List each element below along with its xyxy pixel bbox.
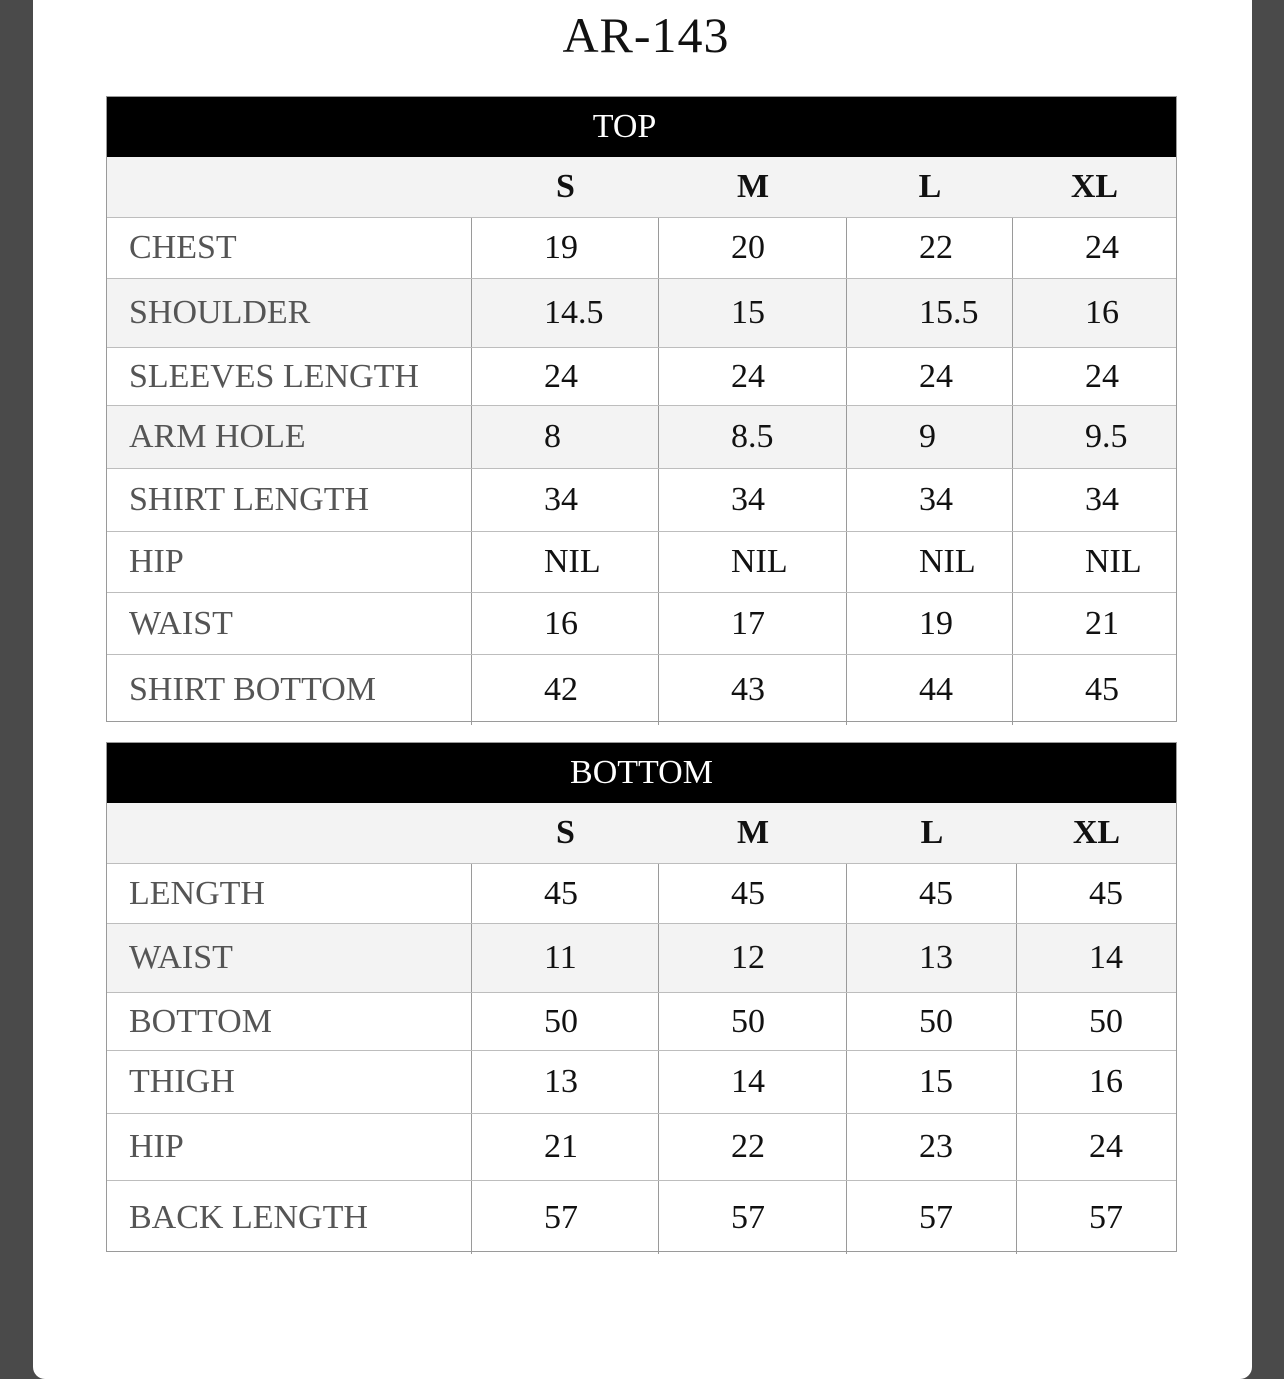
value-s: 11 bbox=[472, 924, 659, 992]
table-row bbox=[107, 217, 1176, 278]
value-m: 45 bbox=[659, 864, 847, 923]
value-l: 15.5 bbox=[847, 279, 1013, 347]
value-m: 24 bbox=[659, 348, 847, 405]
value-m: 8.5 bbox=[659, 406, 847, 468]
row-label: THIGH bbox=[107, 1051, 472, 1113]
size-header-m: M bbox=[736, 168, 770, 205]
top-table-heading: TOP bbox=[107, 97, 1176, 157]
value-l: 13 bbox=[847, 924, 1017, 992]
value-s: 19 bbox=[472, 218, 659, 278]
size-header-xl: XL bbox=[1070, 168, 1119, 205]
value-m: NIL bbox=[659, 532, 847, 592]
value-s: 50 bbox=[472, 993, 659, 1050]
top-size-table bbox=[106, 96, 1177, 722]
value-l: 19 bbox=[847, 593, 1013, 654]
value-s: 8 bbox=[472, 406, 659, 468]
value-s: 16 bbox=[472, 593, 659, 654]
value-xl: 45 bbox=[1085, 671, 1119, 708]
value-xl: 9.5 bbox=[1085, 418, 1128, 455]
value-s: 42 bbox=[472, 655, 659, 725]
row-label: ARM HOLE bbox=[107, 406, 472, 468]
value-m: 15 bbox=[659, 279, 847, 347]
value-m: 14 bbox=[659, 1051, 847, 1113]
header-blank-cell bbox=[107, 803, 472, 863]
table-row bbox=[107, 863, 1176, 923]
value-l: 22 bbox=[847, 218, 1013, 278]
value-m: 20 bbox=[659, 218, 847, 278]
value-l: 50 bbox=[847, 993, 1017, 1050]
row-label: WAIST bbox=[107, 593, 472, 654]
value-l: 15 bbox=[847, 1051, 1017, 1113]
bottom-table-heading: BOTTOM bbox=[107, 743, 1176, 803]
value-xl: 24 bbox=[1085, 229, 1119, 266]
value-xl: 24 bbox=[1085, 357, 1119, 395]
value-s: 45 bbox=[472, 864, 659, 923]
size-header-s: S bbox=[556, 814, 575, 851]
value-xl: 14 bbox=[1089, 939, 1123, 976]
value-m: 57 bbox=[659, 1181, 847, 1254]
table-row bbox=[107, 592, 1176, 654]
table-row bbox=[107, 992, 1176, 1050]
value-m: 43 bbox=[659, 655, 847, 725]
row-label: BOTTOM bbox=[107, 993, 472, 1050]
table-row bbox=[107, 1113, 1176, 1180]
value-m: 50 bbox=[659, 993, 847, 1050]
value-l: 9 bbox=[847, 406, 1013, 468]
row-label: SHIRT BOTTOM bbox=[107, 655, 472, 725]
value-l: 23 bbox=[847, 1114, 1017, 1180]
row-label: CHEST bbox=[107, 218, 472, 278]
value-xl: NIL bbox=[1085, 543, 1142, 580]
size-header-l: L bbox=[918, 168, 942, 205]
row-label: HIP bbox=[107, 532, 472, 592]
value-l: 44 bbox=[847, 655, 1013, 725]
row-label: SHOULDER bbox=[107, 279, 472, 347]
table-row bbox=[107, 468, 1176, 531]
value-xl: 24 bbox=[1089, 1128, 1123, 1165]
row-label: SLEEVES LENGTH bbox=[107, 348, 472, 405]
value-m: 17 bbox=[659, 593, 847, 654]
size-header-row bbox=[107, 157, 1176, 217]
value-s: 34 bbox=[472, 469, 659, 531]
value-s: 24 bbox=[472, 348, 659, 405]
value-xl: 21 bbox=[1085, 604, 1119, 642]
row-label: BACK LENGTH bbox=[107, 1181, 472, 1254]
size-header-xl: XL bbox=[1072, 814, 1121, 851]
header-blank-cell bbox=[107, 157, 472, 217]
value-l: 45 bbox=[847, 864, 1017, 923]
value-xl: 50 bbox=[1089, 1002, 1123, 1040]
value-s: 13 bbox=[472, 1051, 659, 1113]
value-xl: 57 bbox=[1089, 1198, 1123, 1236]
row-label: SHIRT LENGTH bbox=[107, 469, 472, 531]
size-header-s: S bbox=[556, 168, 575, 205]
table-row bbox=[107, 923, 1176, 992]
table-row bbox=[107, 654, 1176, 725]
table-row bbox=[107, 1180, 1176, 1254]
value-xl: 16 bbox=[1089, 1063, 1123, 1100]
value-s: NIL bbox=[472, 532, 659, 592]
table-row bbox=[107, 531, 1176, 592]
row-label: HIP bbox=[107, 1114, 472, 1180]
value-m: 12 bbox=[659, 924, 847, 992]
table-row bbox=[107, 1050, 1176, 1113]
value-s: 14.5 bbox=[472, 279, 659, 347]
value-s: 57 bbox=[472, 1181, 659, 1254]
table-row bbox=[107, 278, 1176, 347]
value-xl: 45 bbox=[1089, 874, 1123, 912]
size-header-m: M bbox=[736, 814, 770, 851]
value-m: 22 bbox=[659, 1114, 847, 1180]
value-l: 34 bbox=[847, 469, 1013, 531]
value-l: 57 bbox=[847, 1181, 1017, 1254]
value-l: NIL bbox=[847, 532, 1013, 592]
row-label: LENGTH bbox=[107, 864, 472, 923]
bottom-size-table bbox=[106, 742, 1177, 1252]
size-header-row bbox=[107, 803, 1176, 863]
row-label: WAIST bbox=[107, 924, 472, 992]
table-row bbox=[107, 405, 1176, 468]
value-m: 34 bbox=[659, 469, 847, 531]
value-xl: 16 bbox=[1085, 294, 1119, 331]
value-xl: 34 bbox=[1085, 481, 1119, 518]
size-header-l: L bbox=[920, 814, 944, 851]
table-row bbox=[107, 347, 1176, 405]
value-s: 21 bbox=[472, 1114, 659, 1180]
product-code-title: AR-143 bbox=[562, 7, 730, 63]
value-l: 24 bbox=[847, 348, 1013, 405]
